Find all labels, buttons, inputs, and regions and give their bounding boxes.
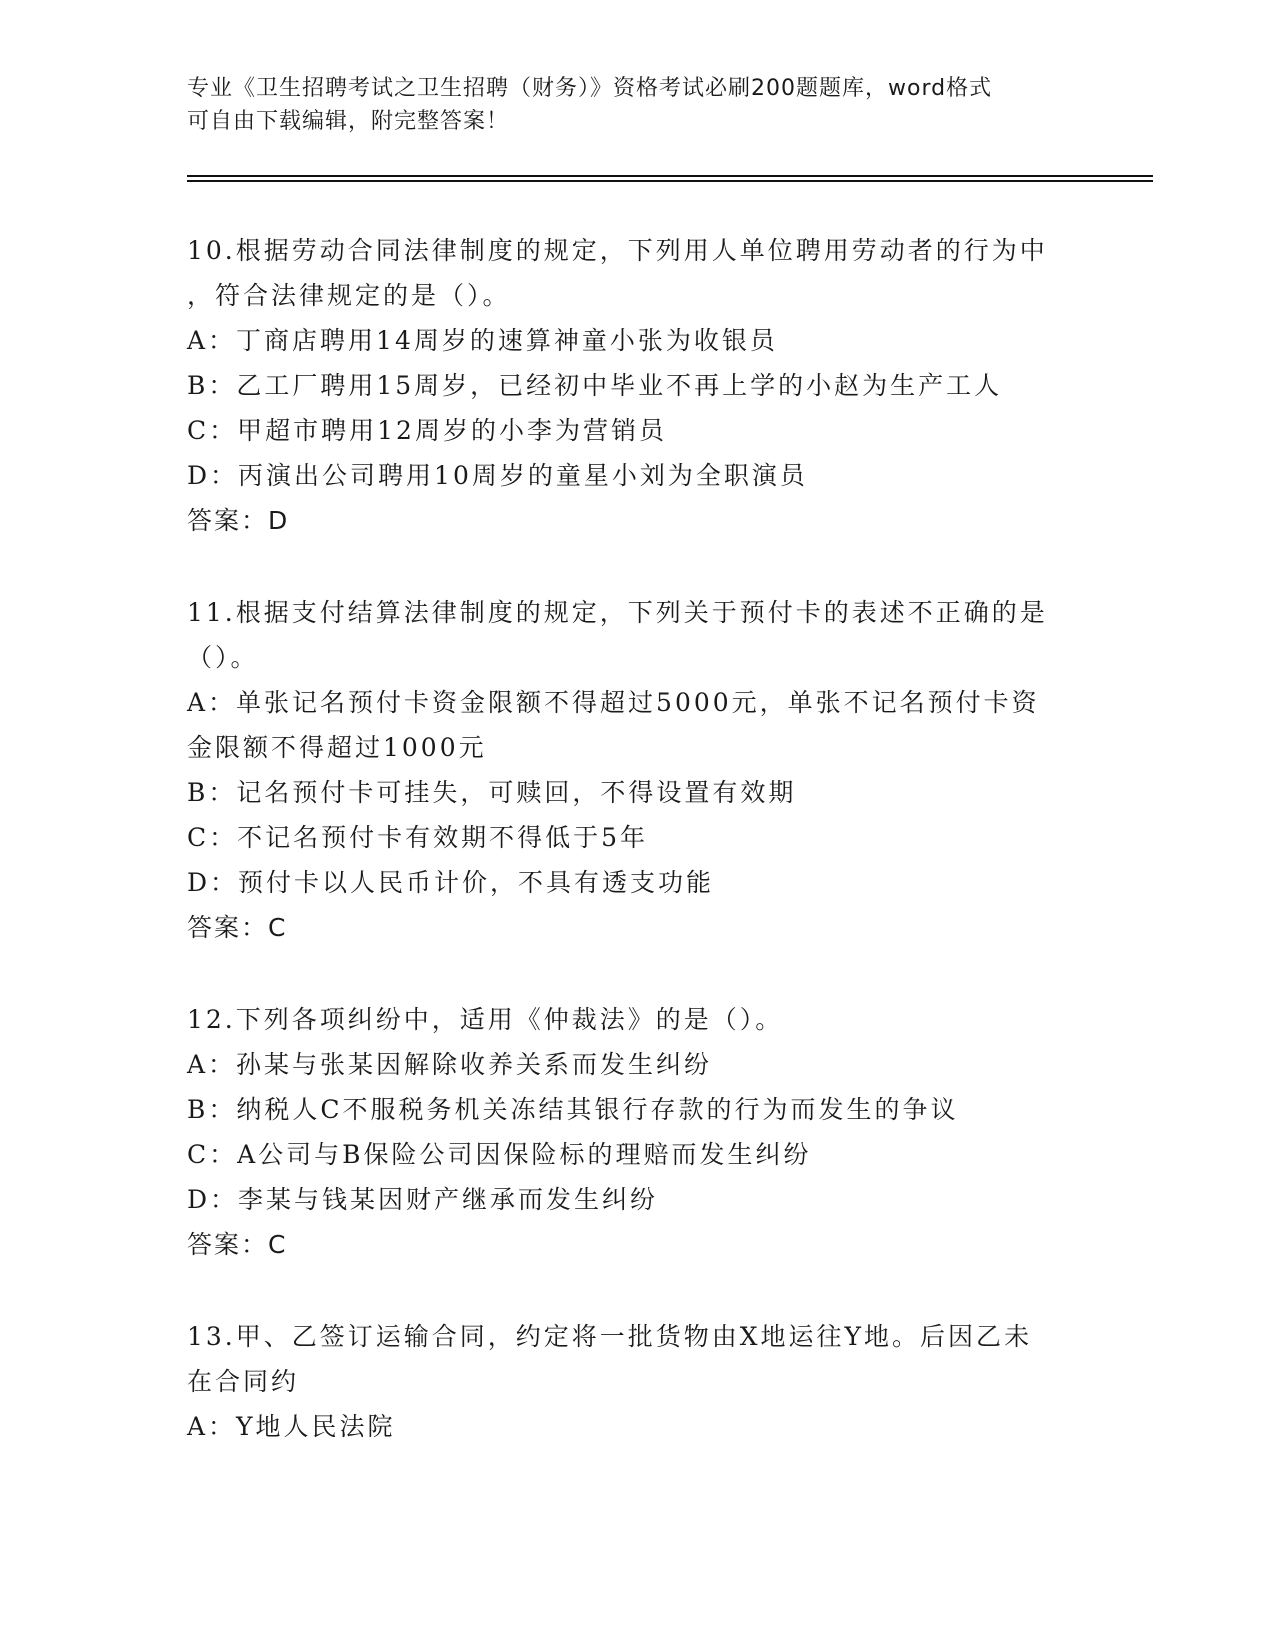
question-stem-line: 10.根据劳动合同法律制度的规定，下列用人单位聘用劳动者的行为中 xyxy=(187,236,1048,265)
option-a: A：单张记名预付卡资金限额不得超过5000元，单张不记名预付卡资 xyxy=(187,688,1040,717)
option-b: B：纳税人C不服税务机关冻结其银行存款的行为而发生的争议 xyxy=(187,1095,959,1124)
question-stem-line: 13.甲、乙签订运输合同，约定将一批货物由X地运往Y地。后因乙未 xyxy=(187,1322,1033,1351)
document-header xyxy=(187,72,1087,138)
header-divider-top xyxy=(187,175,1153,177)
question-stem-line: 在合同约 xyxy=(187,1367,300,1396)
option-b: B：乙工厂聘用15周岁，已经初中毕业不再上学的小赵为生产工人 xyxy=(187,371,1003,400)
option-a: A：Y地人民法院 xyxy=(187,1412,396,1441)
question-10 xyxy=(187,228,1087,543)
header-line-2: 可自由下载编辑，附完整答案！ xyxy=(187,109,510,134)
option-c: C：A公司与B保险公司因保险标的理赔而发生纠纷 xyxy=(187,1140,812,1169)
question-11 xyxy=(187,590,1087,950)
option-d: D：李某与钱某因财产继承而发生纠纷 xyxy=(187,1185,659,1214)
question-stem-line: （）。 xyxy=(187,643,259,672)
question-list xyxy=(187,228,1087,1449)
option-c: C：不记名预付卡有效期不得低于5年 xyxy=(187,823,649,852)
spacer xyxy=(187,950,1087,997)
option-d: D：丙演出公司聘用10周岁的童星小刘为全职演员 xyxy=(187,461,808,490)
answer-label: 答案：D xyxy=(187,506,290,535)
header-line-1: 专业《卫生招聘考试之卫生招聘（财务）》资格考试必刷200题题库，word格式 xyxy=(187,76,993,101)
question-12 xyxy=(187,997,1087,1267)
question-stem-line: 11.根据支付结算法律制度的规定，下列关于预付卡的表述不正确的是 xyxy=(187,598,1048,627)
answer-label: 答案：C xyxy=(187,913,288,942)
answer-label: 答案：C xyxy=(187,1230,288,1259)
question-stem-line: ，符合法律规定的是（）。 xyxy=(187,281,511,310)
option-a: A：丁商店聘用14周岁的速算神童小张为收银员 xyxy=(187,326,778,355)
spacer xyxy=(187,543,1087,590)
spacer xyxy=(187,1267,1087,1314)
option-a-continued: 金限额不得超过1000元 xyxy=(187,733,487,762)
question-stem-line: 12.下列各项纠纷中，适用《仲裁法》的是（）。 xyxy=(187,1005,784,1034)
option-d: D：预付卡以人民币计价，不具有透支功能 xyxy=(187,868,715,897)
header-divider-bottom xyxy=(187,180,1153,182)
option-b: B：记名预付卡可挂失，可赎回，不得设置有效期 xyxy=(187,778,797,807)
option-c: C：甲超市聘用12周岁的小李为营销员 xyxy=(187,416,667,445)
option-a: A：孙某与张某因解除收养关系而发生纠纷 xyxy=(187,1050,713,1079)
question-13 xyxy=(187,1314,1087,1449)
